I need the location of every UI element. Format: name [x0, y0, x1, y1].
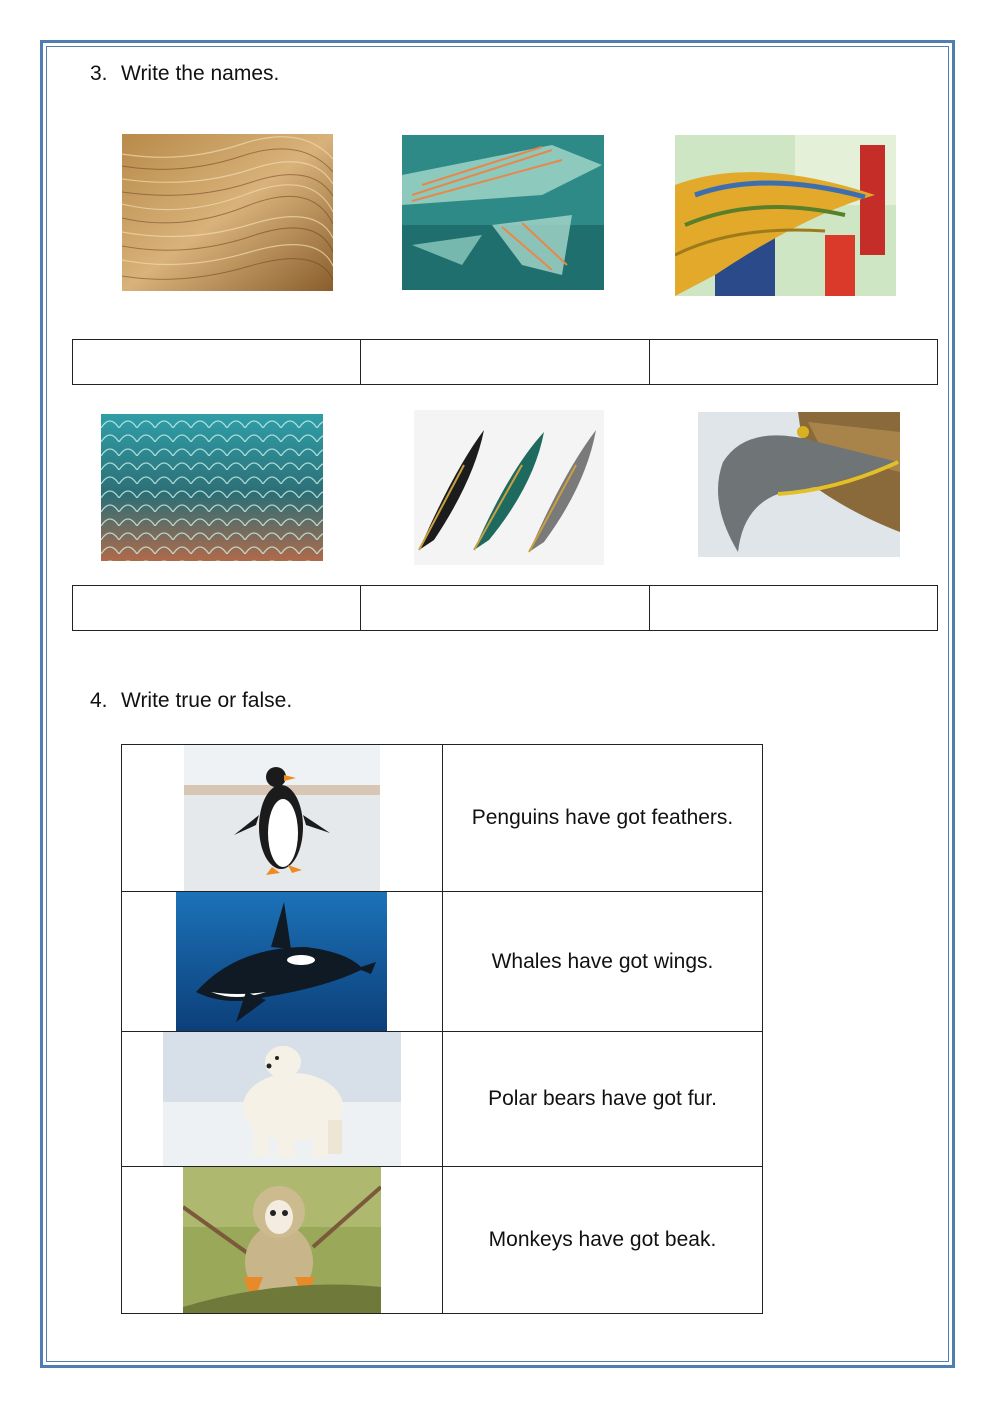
penguin-image [184, 745, 380, 891]
answer-box-beak[interactable] [649, 586, 937, 631]
section-4-title: Write true or false. [121, 689, 293, 712]
fins-image [402, 135, 604, 290]
section-4-number: 4. [90, 689, 108, 712]
answer-table-row-2 [72, 585, 938, 631]
answer-box-wing[interactable] [649, 340, 937, 385]
wing-image [675, 135, 896, 296]
whale-image [176, 892, 387, 1031]
statement-penguins: Penguins have got feathers. [443, 745, 763, 892]
section-4-heading [90, 689, 292, 713]
statement-whales: Whales have got wings. [443, 892, 763, 1032]
feathers-image [414, 410, 604, 565]
true-false-table [121, 744, 763, 1314]
tf-row [122, 892, 763, 1032]
section-3-number: 3. [90, 62, 108, 85]
answer-box-fins[interactable] [361, 340, 649, 385]
beak-image [698, 412, 900, 557]
tf-row [122, 1032, 763, 1167]
answer-box-fur[interactable] [73, 340, 361, 385]
tf-row [122, 1167, 763, 1314]
answer-table-row-1 [72, 339, 938, 385]
fur-image [122, 134, 333, 291]
statement-polar-bears: Polar bears have got fur. [443, 1032, 763, 1167]
statement-monkeys: Monkeys have got beak. [443, 1167, 763, 1314]
answer-box-feathers[interactable] [361, 586, 649, 631]
section-3-heading [90, 62, 279, 86]
tf-image-cell [122, 1032, 443, 1167]
tf-image-cell [122, 892, 443, 1032]
scales-image [101, 414, 323, 561]
polar-bear-image [163, 1032, 401, 1166]
tf-row [122, 745, 763, 892]
tf-image-cell [122, 1167, 443, 1314]
section-3-title: Write the names. [121, 62, 280, 85]
monkey-image [183, 1167, 381, 1313]
answer-box-scales[interactable] [73, 586, 361, 631]
tf-image-cell [122, 745, 443, 892]
